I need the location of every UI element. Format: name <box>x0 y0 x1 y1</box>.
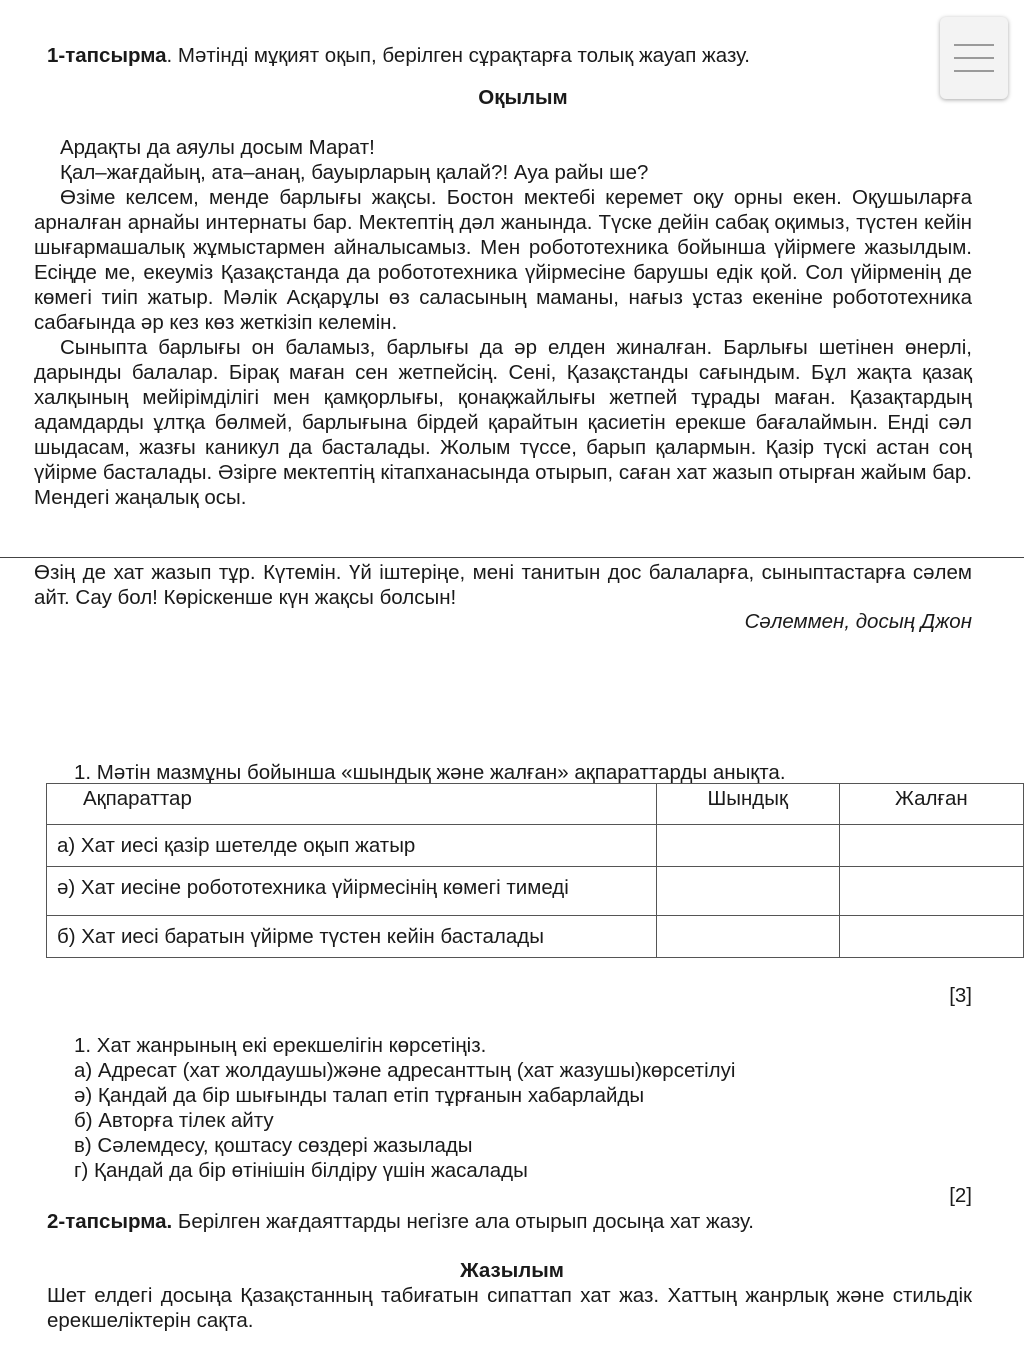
true-cell[interactable] <box>656 867 839 916</box>
table-row <box>47 916 1024 958</box>
row-statement: а) Хат иесі қазір шетелде оқып жатыр <box>47 825 657 867</box>
option-a[interactable]: а) Адресат (хат жолдаушы)және адресанттың (хат жазушы)көрсетілуі <box>74 1059 736 1082</box>
question2 <box>74 1033 954 1183</box>
question1-title: 1. Мәтін мазмұны бойынша «шындық және жалған» ақпараттарды анықта. <box>74 761 786 784</box>
row-statement: ә) Хат иесіне робототехника үйірмесінің көмегі тимеді <box>47 867 657 916</box>
letter-paragraph-3: Өзің де хат жазып тұр. Күтемін. Үй іштеріңе, мені танитын дос балаларға, сыныптастарға сәлем айт. Сау бол! Көріскенше күн жақсы болсын! <box>34 561 972 609</box>
false-cell[interactable] <box>839 867 1023 916</box>
truth-false-table <box>46 783 1024 958</box>
hamburger-icon-line <box>954 44 994 46</box>
row-statement: б) Хат иесі баратын үйірме түстен кейін басталады <box>47 916 657 958</box>
task2-text: Берілген жағдаяттарды негізге ала отырып досыңа хат жазу. <box>172 1210 754 1233</box>
question2-title: 1. Хат жанрының екі ерекшелігін көрсетіңіз. <box>74 1034 487 1057</box>
question1-score: [3] <box>949 984 972 1007</box>
letter-greeting: Ардақты да аяулы досым Марат! <box>60 136 375 159</box>
page-divider <box>0 557 1024 558</box>
true-cell[interactable] <box>656 916 839 958</box>
letter-paragraph-2: Сыныпта барлығы он баламыз, барлығы да әр елден жиналған. Барлығы шетінен өнерлі, дарынды балалар. Бірақ маған сен жетпейсің. Сені, Қазақстанды сағындым. Бұл жақта қазақ халқының мейірімділігі мен қамқорлығы, қонақжайлығы жетпей тұрады маған. Қазақтардың адамдарды ұлтқа бөлмей, барлығына бірдей қарайтын қасиетін ерекше бағалаймын. Енді сәл шыдасам, жазғы каникул да басталады. Жолым түссе, барып қалармын. Қазір түскі астан соң үйірме басталады. Әзірге мектептің кітапханасында отырып, саған хат жазып отырған жайым бар. Мендегі жаңалық осы. <box>34 336 972 509</box>
letter-paragraph-1: Өзіме келсем, менде барлығы жақсы. Бостон мектебі керемет оқу орны екен. Оқушыларға арналған арнайы интернаты бар. Мектептің дәл жанында. Түске дейін сабақ оқимыз, түстен кейін шығармашалық жұмыстармен айналысамыз. Мен робототехника бойынша үйірмеге жазылдым. Есіңде ме, екеуміз Қазақстанда да робототехника үйірмесіне барушы едік қой. Сол үйірменің де көмегі тиіп жатыр. Мәлік Асқарұлы өз саласының маманы, нағыз ұстаз екеніне робототехника сабағында әр кез көз жеткізіп келемін. <box>34 186 972 334</box>
table-row <box>47 867 1024 916</box>
hamburger-icon-line <box>954 57 994 59</box>
header-info: Ақпараттар <box>47 784 657 825</box>
letter-line2: Қал–жағдайың, ата–анаң, бауырларың қалай?! Ауа райы ше? <box>60 161 649 184</box>
task1-text: . Мәтінді мұқият оқып, берілген сұрақтарға толық жауап жазу. <box>166 44 751 67</box>
option-g[interactable]: г) Қандай да бір өтінішін білдіру үшін жасалады <box>74 1159 528 1182</box>
task2-label: 2-тапсырма. <box>47 1210 173 1233</box>
false-cell[interactable] <box>839 825 1023 867</box>
question2-score: [2] <box>949 1184 972 1207</box>
header-true: Шындық <box>656 784 839 825</box>
header-false: Жалған <box>839 784 1023 825</box>
false-cell[interactable] <box>839 916 1023 958</box>
table-row <box>47 825 1024 867</box>
option-v[interactable]: в) Сәлемдесу, қоштасу сөздері жазылады <box>74 1134 473 1157</box>
option-ae[interactable]: ә) Қандай да бір шығынды талап етіп тұрғанын хабарлайды <box>74 1084 645 1107</box>
writing-text: Шет елдегі досыңа Қазақстанның табиғатын сипаттап хат жаз. Хаттың жанрлық және стильдік ерекшеліктерін сақта. <box>47 1284 972 1332</box>
task2-heading <box>47 1209 947 1234</box>
option-b[interactable]: б) Авторға тілек айту <box>74 1109 274 1132</box>
writing-title: Жазылым <box>460 1259 564 1282</box>
letter-body <box>34 135 972 510</box>
letter-signature: Сәлеммен, досың Джон <box>744 610 972 633</box>
task1-label: 1-тапсырма <box>47 44 167 67</box>
hamburger-icon-line <box>954 70 994 72</box>
true-cell[interactable] <box>656 825 839 867</box>
table-header-row <box>47 784 1024 825</box>
reading-title: Оқылым <box>478 86 568 109</box>
task1-heading <box>47 43 927 68</box>
